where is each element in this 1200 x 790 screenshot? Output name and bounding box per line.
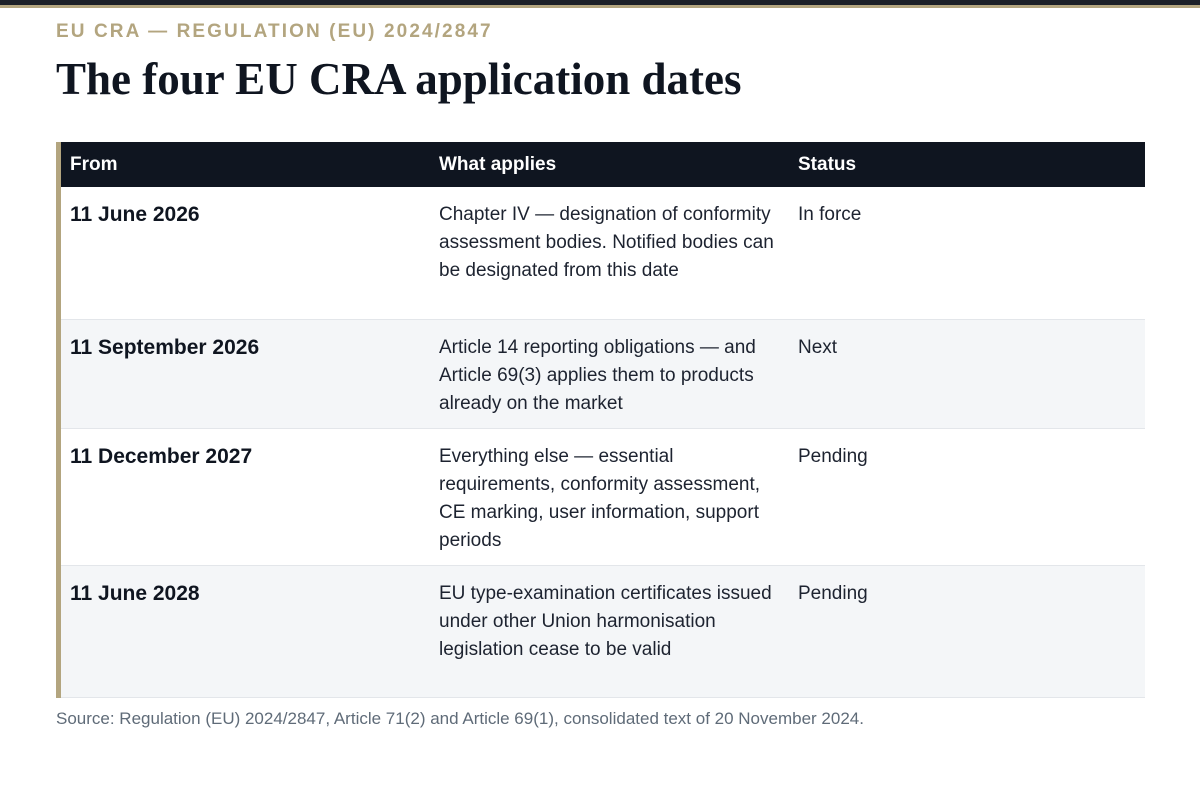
date-cell: 11 December 2027 — [70, 444, 253, 468]
what-applies-cell: Everything else — essential requirements, conformity assessment, CE marking, user information, support periods — [439, 445, 761, 551]
table-row — [61, 187, 1145, 319]
status-cell: Next — [798, 336, 838, 358]
top-rule — [0, 0, 1200, 8]
table-body — [61, 187, 1145, 697]
source-note: Source: Regulation (EU) 2024/2847, Article 71(2) and Article 69(1), consolidated text of 20 November 2024. — [56, 709, 864, 728]
table-header — [61, 142, 1145, 187]
application-dates-table — [61, 142, 1145, 698]
status-cell: In force — [798, 204, 862, 225]
what-applies-cell: Article 14 reporting obligations — and Article 69(3) applies them to products already on the market — [439, 336, 756, 414]
table-row — [61, 319, 1145, 428]
status-cell: Pending — [798, 582, 868, 604]
column-header-from: From — [70, 153, 118, 175]
date-cell: 11 June 2028 — [70, 581, 200, 605]
column-header-status: Status — [798, 153, 857, 175]
date-cell: 11 June 2026 — [70, 203, 200, 226]
what-applies-cell: Chapter IV — designation of conformity assessment bodies. Notified bodies can be designated from this date — [439, 204, 774, 281]
table-header-row — [61, 142, 1145, 187]
dates-table-container — [56, 142, 1145, 698]
eyebrow-label: EU CRA — REGULATION (EU) 2024/2847 — [56, 21, 493, 42]
date-cell: 11 September 2026 — [70, 335, 260, 359]
table-row — [61, 428, 1145, 565]
column-header-what-applies: What applies — [439, 153, 557, 175]
what-applies-cell: EU type-examination certificates issued under other Union harmonisation legislation cease to be valid — [439, 582, 772, 660]
status-cell: Pending — [798, 445, 868, 467]
page-title: The four EU CRA application dates — [56, 54, 742, 104]
table-row — [61, 565, 1145, 697]
